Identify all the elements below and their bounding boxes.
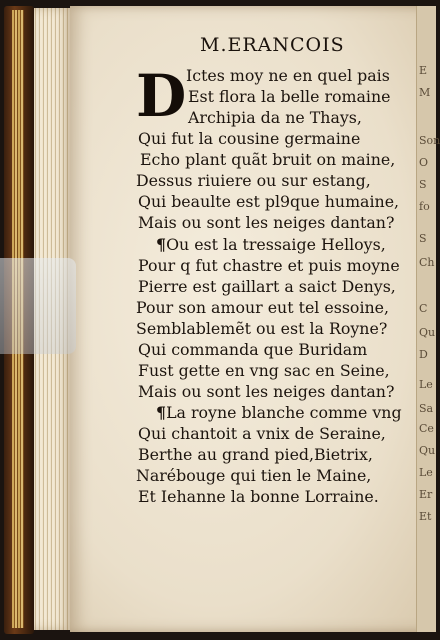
pilcrow-mark: ¶ — [156, 403, 167, 422]
verse-line-13: Semblablemẽt ou est la Royne? — [136, 319, 388, 338]
light-glare — [0, 258, 76, 354]
verse-line-7: Qui beaulte est pl9que humaine, — [138, 192, 400, 211]
verse-line-17-text: La royne blanche comme vng — [166, 403, 402, 422]
verse-line-17 — [156, 403, 402, 423]
verse-line-12: Pour son amour eut tel essoine, — [136, 298, 390, 317]
bleed-text: Qu — [419, 444, 436, 457]
bleed-text: Qu — [419, 326, 436, 339]
verse-line-21: Et Iehanne la bonne Lorraine. — [138, 487, 379, 506]
page-text — [70, 6, 431, 632]
verse-line-15: Fust gette en vng sac en Seine, — [138, 361, 390, 380]
verse-line-8: Mais ou sont les neiges dantan? — [138, 213, 395, 232]
verse-line-6: Dessus riuiere ou sur estang, — [136, 171, 371, 190]
bleed-text: fo — [419, 200, 430, 213]
bleed-text: C — [419, 302, 428, 315]
verse-line-11: Pierre est gaillart a saict Denys, — [138, 277, 396, 296]
facing-page-edge — [416, 6, 440, 632]
bleed-text: Sa — [419, 402, 434, 415]
verse-line-20: Narébouge qui tien le Maine, — [136, 466, 372, 485]
bleed-text: Son — [419, 134, 440, 147]
bleed-text: O — [419, 156, 429, 169]
verse-line-18: Qui chantoit a vnix de Seraine, — [138, 424, 386, 443]
bleed-text: D — [419, 348, 428, 361]
verse-line-16: Mais ou sont les neiges dantan? — [138, 382, 395, 401]
verse-line-10: Pour q fut chastre et puis moyne — [138, 256, 400, 275]
verse-line-4: Qui fut la cousine germaine — [138, 129, 361, 148]
verse-line-1: Ictes moy ne en quel pais — [186, 66, 390, 85]
running-head: M.ERANCOIS — [200, 34, 345, 56]
page — [70, 6, 431, 632]
verse-line-9 — [156, 235, 386, 255]
bleed-text: Et — [419, 510, 432, 523]
bleed-text: S — [419, 178, 427, 191]
bleed-text: Ce — [419, 422, 434, 435]
verse-line-14: Qui commanda que Buridam — [138, 340, 368, 359]
verse-line-5: Echo plant quãt bruit on maine, — [140, 150, 396, 169]
verse-line-19: Berthe au grand pied,Bietrix, — [138, 445, 373, 464]
bleed-text: Le — [419, 378, 433, 391]
verse-line-3: Archipia da ne Thays, — [188, 108, 362, 127]
bleed-text: Le — [419, 466, 433, 479]
bleed-text: E — [419, 64, 428, 77]
verse-line-9-text: Ou est la tressaige Helloys, — [166, 235, 386, 254]
pilcrow-mark: ¶ — [156, 235, 167, 254]
bleed-text: Er — [419, 488, 433, 501]
bleed-text: Ch — [419, 256, 435, 269]
bleed-text: S — [419, 232, 427, 245]
bleed-text: M — [419, 86, 431, 99]
drop-cap: D — [136, 62, 187, 130]
verse-line-2: Est flora la belle romaine — [188, 87, 391, 106]
